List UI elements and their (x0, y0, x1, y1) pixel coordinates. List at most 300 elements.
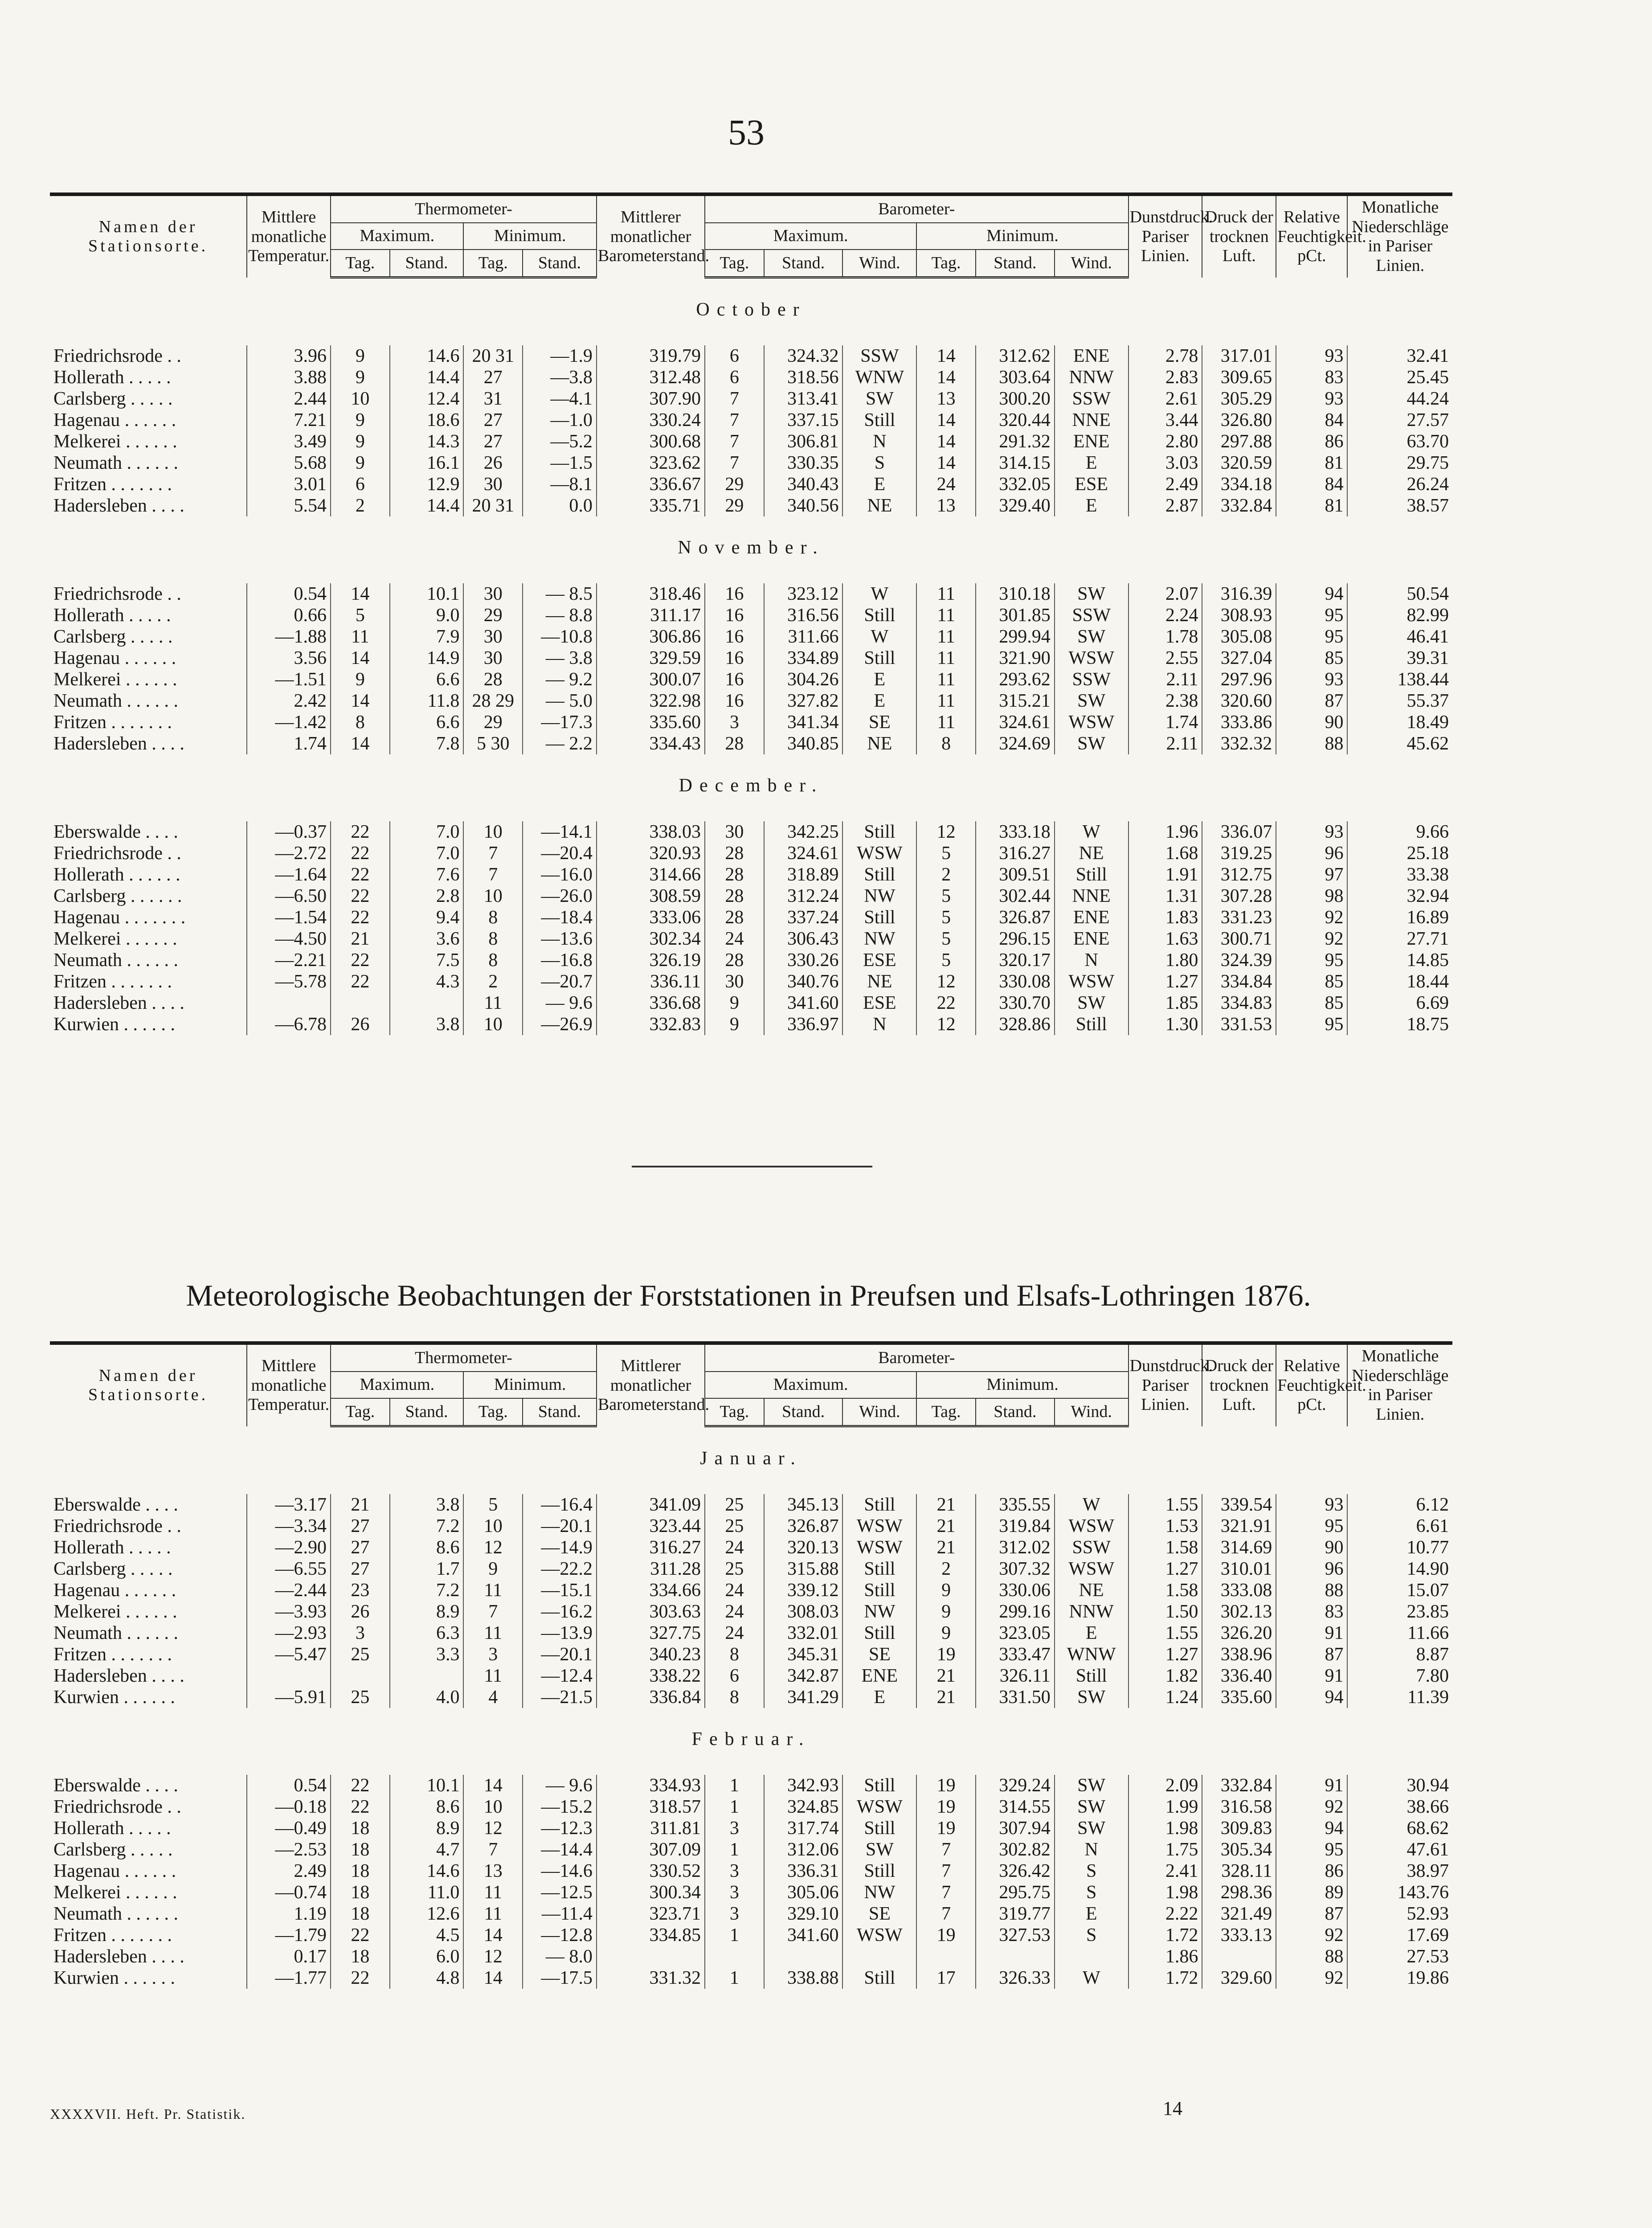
table-cell: 1.24 (1129, 1687, 1202, 1708)
table-cell: WSW (1055, 971, 1129, 992)
table-cell: 91 (1276, 1775, 1347, 1796)
table-cell: —12.8 (523, 1925, 597, 1946)
table-cell: —1.77 (247, 1967, 331, 1989)
table-cell: 14 (331, 690, 390, 712)
station-name: Fritzen . . . . . . . (53, 1925, 172, 1946)
table-cell: 340.23 (597, 1644, 705, 1665)
table-row (50, 410, 1452, 431)
table-cell: 9.4 (390, 907, 464, 928)
table-cell: 341.60 (764, 992, 843, 1014)
table-cell: 9 (331, 452, 390, 474)
table-cell: —3.34 (247, 1515, 331, 1537)
table-cell: 324.69 (976, 733, 1055, 754)
table-cell: 4.7 (390, 1839, 464, 1860)
table-cell: NNE (1055, 410, 1129, 431)
table-cell: 21 (331, 928, 390, 950)
table-cell: —1.54 (247, 907, 331, 928)
table-cell: 316.27 (597, 1537, 705, 1558)
table-cell: 6.6 (390, 669, 464, 690)
header-stand: Stand. (523, 1398, 597, 1426)
table-cell: 29.75 (1347, 452, 1452, 474)
table-cell: 8 (916, 733, 976, 754)
table-cell: 15.07 (1347, 1580, 1452, 1601)
table-cell: 3.49 (247, 431, 331, 452)
table-cell: —1.88 (247, 626, 331, 647)
table-cell: 38.57 (1347, 495, 1452, 516)
table-cell: NE (1055, 843, 1129, 864)
table-cell: ENE (1055, 928, 1129, 950)
station-name: Hagenau . . . . . . (53, 1580, 176, 1601)
table-cell: 3.8 (390, 1494, 464, 1515)
table-cell: 307.94 (976, 1818, 1055, 1839)
table-cell: 92 (1276, 907, 1347, 928)
table-cell: 335.60 (1202, 1687, 1276, 1708)
table-cell: 329.40 (976, 495, 1055, 516)
table-cell: 2.61 (1129, 388, 1202, 410)
table-row (50, 1687, 1452, 1708)
table-cell: 18 (331, 1882, 390, 1903)
header-dry-air: Druck der trocknen Luft. (1202, 194, 1276, 278)
table-cell: 1.83 (1129, 907, 1202, 928)
table-cell: —5.78 (247, 971, 331, 992)
table-cell: 319.77 (976, 1903, 1055, 1925)
table-cell: Still (842, 1580, 916, 1601)
table-cell: 336.84 (597, 1687, 705, 1708)
table-cell: Still (842, 1775, 916, 1796)
table-cell: —2.21 (247, 950, 331, 971)
table-cell: 14 (916, 431, 976, 452)
table-cell: — 9.6 (523, 1775, 597, 1796)
table-cell: 14.6 (390, 345, 464, 367)
table-cell: Still (842, 1622, 916, 1644)
table-cell: 7 (916, 1903, 976, 1925)
table-cell: 7 (705, 410, 764, 431)
table-cell: 1 (705, 1796, 764, 1818)
table-cell: —17.5 (523, 1967, 597, 1989)
table-cell: W (1055, 821, 1129, 843)
table-cell (331, 1665, 390, 1687)
table-cell: 38.97 (1347, 1860, 1452, 1882)
table-cell: 293.62 (976, 669, 1055, 690)
table-cell: 345.31 (764, 1644, 843, 1665)
table-row (50, 1796, 1452, 1818)
table-cell: S (1055, 1860, 1129, 1882)
table-cell: 296.15 (976, 928, 1055, 950)
table-cell: 307.28 (1202, 885, 1276, 907)
table-cell: 21 (331, 1494, 390, 1515)
table-cell: 316.27 (976, 843, 1055, 864)
table-cell: 85 (1276, 971, 1347, 992)
table-cell: 0.17 (247, 1946, 331, 1967)
header-humidity: Relative Feuchtigkeit. pCt. (1276, 194, 1347, 278)
section-divider (632, 1166, 872, 1167)
table-cell: 25 (705, 1558, 764, 1580)
table-row (50, 1622, 1452, 1644)
table-cell: 26 (331, 1014, 390, 1035)
table-cell: 2.80 (1129, 431, 1202, 452)
table-row (50, 1537, 1452, 1558)
table-cell: 1.74 (247, 733, 331, 754)
table-cell: 44.24 (1347, 388, 1452, 410)
table-cell: 9 (705, 992, 764, 1014)
table-cell: 6.12 (1347, 1494, 1452, 1515)
table-row (50, 345, 1452, 367)
table-cell: 2.22 (1129, 1903, 1202, 1925)
table-cell: 304.26 (764, 669, 843, 690)
table-cell: 320.93 (597, 843, 705, 864)
table-cell: 326.80 (1202, 410, 1276, 431)
table-cell: 17 (916, 1967, 976, 1989)
table-cell: 303.63 (597, 1601, 705, 1622)
header-stand: Stand. (764, 1398, 843, 1426)
table-cell: W (1055, 1494, 1129, 1515)
spacer (50, 802, 1452, 821)
table-cell: —1.64 (247, 864, 331, 885)
table-cell: 19.86 (1347, 1967, 1452, 1989)
table-cell: 10 (331, 388, 390, 410)
table-cell: 39.31 (1347, 647, 1452, 669)
table-cell: 297.88 (1202, 431, 1276, 452)
header-barometer: Barometer- (705, 194, 1129, 223)
table-cell: 7.0 (390, 821, 464, 843)
month-heading-row (50, 754, 1452, 802)
table-cell: 10 (463, 1014, 523, 1035)
table-cell: 10 (463, 885, 523, 907)
table-cell: 93 (1276, 821, 1347, 843)
table-cell: W (1055, 1967, 1129, 1989)
table-cell: — 8.0 (523, 1946, 597, 1967)
table-cell: 334.43 (597, 733, 705, 754)
table-cell: —0.74 (247, 1882, 331, 1903)
table-cell: 7.6 (390, 864, 464, 885)
table-cell: SSW (842, 345, 916, 367)
table-row (50, 583, 1452, 605)
table-cell: 323.71 (597, 1903, 705, 1925)
table-cell: 330.08 (976, 971, 1055, 992)
header-minimum: Minimum. (916, 223, 1128, 250)
table-row (50, 1818, 1452, 1839)
table-cell: 16.89 (1347, 907, 1452, 928)
table-cell: S (1055, 1925, 1129, 1946)
table-cell: 305.29 (1202, 388, 1276, 410)
table-cell: 95 (1276, 605, 1347, 626)
table-cell: 3.96 (247, 345, 331, 367)
table-cell: —12.3 (523, 1818, 597, 1839)
table-cell: WNW (1055, 1644, 1129, 1665)
table-row (50, 388, 1452, 410)
table-cell: 12.9 (390, 474, 464, 495)
table-cell: 4.5 (390, 1925, 464, 1946)
table-cell: 2.87 (1129, 495, 1202, 516)
table-cell: 311.17 (597, 605, 705, 626)
table-cell: N (1055, 950, 1129, 971)
table-cell: 1.98 (1129, 1882, 1202, 1903)
table-cell: 7.21 (247, 410, 331, 431)
table-cell: 332.05 (976, 474, 1055, 495)
table-cell: 83 (1276, 367, 1347, 388)
table-cell: Still (1055, 864, 1129, 885)
table-cell: 299.94 (976, 626, 1055, 647)
table-cell: 311.28 (597, 1558, 705, 1580)
table-cell: ESE (842, 950, 916, 971)
table-cell: 11.0 (390, 1882, 464, 1903)
table-row (50, 843, 1452, 864)
table-cell: 314.69 (1202, 1537, 1276, 1558)
header-stand: Stand. (976, 250, 1055, 277)
table-cell: 93 (1276, 345, 1347, 367)
table-cell: 331.53 (1202, 1014, 1276, 1035)
table-cell: 1.31 (1129, 885, 1202, 907)
table-cell: Still (842, 410, 916, 431)
table-cell: ENE (1055, 431, 1129, 452)
table-cell: 2 (916, 864, 976, 885)
table-cell: 21 (916, 1687, 976, 1708)
table-cell: ESE (842, 992, 916, 1014)
table-cell: W (842, 583, 916, 605)
table-cell: 12 (916, 971, 976, 992)
table-cell: 5 (916, 950, 976, 971)
table-cell: 14.90 (1347, 1558, 1452, 1580)
header-dry-air: Druck der trocknen Luft. (1202, 1343, 1276, 1426)
table-cell: SW (1055, 1796, 1129, 1818)
table-cell: 9 (331, 410, 390, 431)
table-cell: 1.50 (1129, 1601, 1202, 1622)
table-cell: 21 (916, 1515, 976, 1537)
table-cell: 324.39 (1202, 950, 1276, 971)
table-cell: 318.56 (764, 367, 843, 388)
table-cell: SW (1055, 583, 1129, 605)
table-cell: 2.83 (1129, 367, 1202, 388)
spacer (50, 326, 1452, 345)
table-cell: 327.82 (764, 690, 843, 712)
table-cell: 21 (916, 1537, 976, 1558)
header-maximum: Maximum. (331, 1372, 463, 1399)
table-cell: 138.44 (1347, 669, 1452, 690)
table-cell: 6.61 (1347, 1515, 1452, 1537)
table-cell: 5 (916, 907, 976, 928)
table-cell: 9 (916, 1622, 976, 1644)
table-cell: —17.3 (523, 712, 597, 733)
table-row (50, 452, 1452, 474)
table-row (50, 690, 1452, 712)
table-cell: 324.61 (976, 712, 1055, 733)
table-cell: 9 (705, 1014, 764, 1035)
table-cell: 7 (463, 843, 523, 864)
table-cell: 8 (705, 1644, 764, 1665)
table-cell: 12.6 (390, 1903, 464, 1925)
header-wind: Wind. (842, 250, 916, 277)
table-cell: 14 (331, 647, 390, 669)
station-name: Carlsberg . . . . . . (53, 886, 182, 907)
table-cell: 22 (916, 992, 976, 1014)
table-cell: 92 (1276, 1925, 1347, 1946)
header-minimum: Minimum. (916, 1372, 1128, 1399)
table-cell: 11 (916, 583, 976, 605)
table-cell: —13.9 (523, 1622, 597, 1644)
table-cell: 1.91 (1129, 864, 1202, 885)
table-cell: Still (842, 907, 916, 928)
table-cell: 7 (705, 452, 764, 474)
table-cell: 18 (331, 1818, 390, 1839)
table-cell: WSW (1055, 1515, 1129, 1537)
table-row (50, 821, 1452, 843)
table-cell: 29 (463, 712, 523, 733)
table-cell: 305.08 (1202, 626, 1276, 647)
table-cell: 330.26 (764, 950, 843, 971)
table-row (50, 431, 1452, 452)
table-cell: 3.6 (390, 928, 464, 950)
table-cell: 11 (916, 605, 976, 626)
table-cell: 50.54 (1347, 583, 1452, 605)
table-cell: —2.72 (247, 843, 331, 864)
table-cell: 16 (705, 647, 764, 669)
table-cell: 326.42 (976, 1860, 1055, 1882)
table-cell: 18 (331, 1903, 390, 1925)
table-cell: —12.5 (523, 1882, 597, 1903)
table-cell: 1.96 (1129, 821, 1202, 843)
table-cell: 324.32 (764, 345, 843, 367)
table-cell: 30 (463, 583, 523, 605)
table-cell: 333.47 (976, 1644, 1055, 1665)
table-cell: 2.07 (1129, 583, 1202, 605)
table-cell: 330.06 (976, 1580, 1055, 1601)
table-cell: 338.96 (1202, 1644, 1276, 1665)
table-cell: 85 (1276, 647, 1347, 669)
table-cell: 339.12 (764, 1580, 843, 1601)
table-cell: 336.68 (597, 992, 705, 1014)
table-cell: 8.9 (390, 1818, 464, 1839)
table-cell: —20.4 (523, 843, 597, 864)
table-cell: 3.56 (247, 647, 331, 669)
header-mean-temp: Mittlere monatliche Temperatur. (247, 194, 331, 278)
table-cell: 326.11 (976, 1665, 1055, 1687)
station-name: Carlsberg . . . . . (53, 1839, 173, 1860)
table-cell: —3.17 (247, 1494, 331, 1515)
table-row (50, 626, 1452, 647)
table-cell: 7.0 (390, 843, 464, 864)
header-tag: Tag. (463, 250, 523, 277)
table-cell: 329.24 (976, 1775, 1055, 1796)
table-cell: 3 (705, 1903, 764, 1925)
table-cell (1202, 1946, 1276, 1967)
table-cell: E (1055, 452, 1129, 474)
table-row (50, 1014, 1452, 1035)
table-cell: 1 (705, 1839, 764, 1860)
table-cell: 305.06 (764, 1882, 843, 1903)
table-cell (390, 1665, 464, 1687)
table-cell: 1 (705, 1775, 764, 1796)
table-cell: —1.42 (247, 712, 331, 733)
station-name: Hagenau . . . . . . (53, 410, 176, 431)
station-name: Fritzen . . . . . . . (53, 1644, 172, 1665)
table-cell: 29 (705, 495, 764, 516)
table-cell: —20.1 (523, 1644, 597, 1665)
header-thermometer: Thermometer- (331, 194, 597, 223)
table-row (50, 1903, 1452, 1925)
table-cell: 14.4 (390, 367, 464, 388)
table-cell: 8.6 (390, 1796, 464, 1818)
station-name: Hadersleben . . . . (53, 993, 184, 1014)
table-cell: S (842, 452, 916, 474)
table-cell: 1.75 (1129, 1839, 1202, 1860)
table-cell: 52.93 (1347, 1903, 1452, 1925)
table-cell: 10.1 (390, 583, 464, 605)
station-name: Hadersleben . . . . (53, 1946, 184, 1967)
table-row (50, 495, 1452, 516)
table-cell: 14.3 (390, 431, 464, 452)
table-row (50, 367, 1452, 388)
table-cell: 316.56 (764, 605, 843, 626)
table-cell: 19 (916, 1775, 976, 1796)
table-cell: 26.24 (1347, 474, 1452, 495)
table-cell: E (842, 1687, 916, 1708)
table-cell: — 9.2 (523, 669, 597, 690)
table-cell: NW (842, 885, 916, 907)
table-cell: 5 (463, 1494, 523, 1515)
table-cell: SW (842, 388, 916, 410)
table-cell: ENE (1055, 907, 1129, 928)
table-cell: 1.78 (1129, 626, 1202, 647)
table-cell: 336.67 (597, 474, 705, 495)
table-cell: 6 (331, 474, 390, 495)
table-cell: 45.62 (1347, 733, 1452, 754)
table-cell: 31 (463, 388, 523, 410)
table-cell: — 9.6 (523, 992, 597, 1014)
table-cell: 0.54 (247, 583, 331, 605)
table-cell: 342.25 (764, 821, 843, 843)
table-cell: 338.88 (764, 1967, 843, 1989)
table-cell: SE (842, 712, 916, 733)
table-row (50, 950, 1452, 971)
table-cell: 345.13 (764, 1494, 843, 1515)
table-cell: 314.15 (976, 452, 1055, 474)
table-cell (597, 1946, 705, 1967)
table-cell: 8.87 (1347, 1644, 1452, 1665)
table-cell: 316.58 (1202, 1796, 1276, 1818)
table-cell: 16 (705, 669, 764, 690)
station-name: Fritzen . . . . . . . (53, 712, 172, 733)
table-cell: —6.50 (247, 885, 331, 907)
table-cell: 18.44 (1347, 971, 1452, 992)
table-cell: 13 (463, 1860, 523, 1882)
table-cell: SW (1055, 1775, 1129, 1796)
table-cell: 11.8 (390, 690, 464, 712)
table-cell: 91 (1276, 1665, 1347, 1687)
table-cell: 2 (916, 1558, 976, 1580)
table-cell: 25 (705, 1515, 764, 1537)
table-cell: 312.06 (764, 1839, 843, 1860)
table-cell: SW (1055, 1687, 1129, 1708)
table-cell: SW (1055, 626, 1129, 647)
table-cell: 328.11 (1202, 1860, 1276, 1882)
table-cell: 18.49 (1347, 712, 1452, 733)
table-cell: N (842, 431, 916, 452)
table-cell: 82.99 (1347, 605, 1452, 626)
table-cell: 314.66 (597, 864, 705, 885)
table-cell: 308.93 (1202, 605, 1276, 626)
table-cell: 14 (916, 410, 976, 431)
table-cell: 18 (331, 1946, 390, 1967)
table-cell: 11 (463, 1665, 523, 1687)
table-cell: 68.62 (1347, 1818, 1452, 1839)
month-heading: October (696, 299, 806, 320)
table-cell: S (1055, 1882, 1129, 1903)
table-cell: 28 (705, 864, 764, 885)
table-cell: 302.44 (976, 885, 1055, 907)
table-cell: 25 (331, 1687, 390, 1708)
table-cell: Still (1055, 1014, 1129, 1035)
table-cell: 318.89 (764, 864, 843, 885)
